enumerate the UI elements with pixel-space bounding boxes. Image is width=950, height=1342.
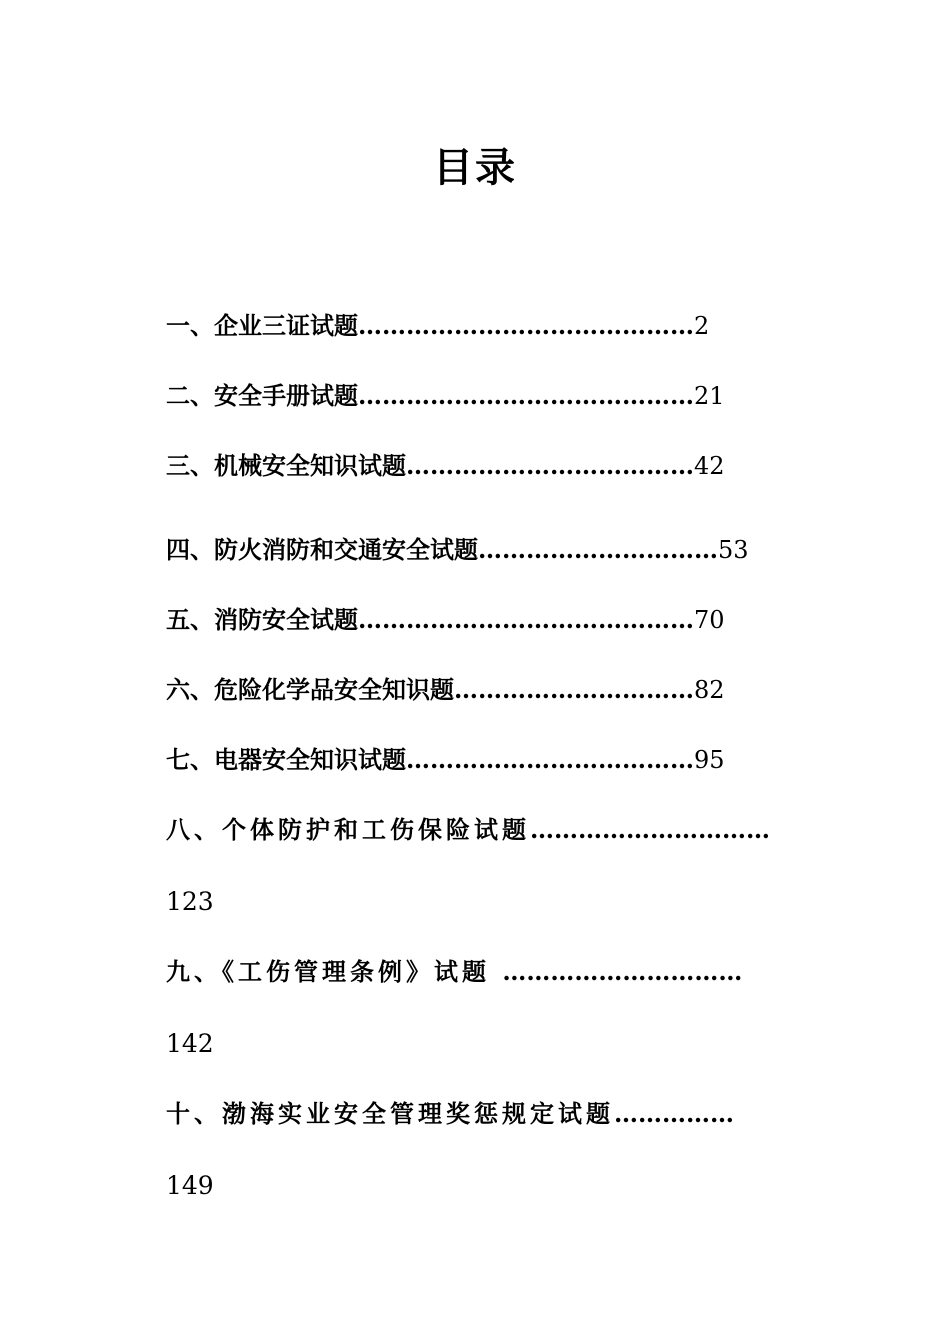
toc-entry-3[interactable] bbox=[166, 448, 725, 484]
toc-entry-label: 五、消防安全试题 bbox=[166, 605, 358, 634]
toc-entry-6[interactable] bbox=[166, 672, 725, 708]
toc-entry-label: 三、机械安全知识试题 bbox=[166, 451, 406, 480]
toc-leader-dots: …………………………………… bbox=[358, 605, 694, 634]
toc-entry-7[interactable] bbox=[166, 742, 725, 778]
toc-page-number: 2 bbox=[694, 312, 710, 340]
toc-entry-label: 二、安全手册试题 bbox=[166, 381, 358, 410]
toc-page-number: 53 bbox=[718, 536, 749, 564]
toc-leader-dots: …………… bbox=[614, 1099, 734, 1128]
toc-entry-label: 九、《工伤管理条例》试题 bbox=[166, 957, 503, 986]
toc-entry-5[interactable] bbox=[166, 602, 725, 638]
toc-entry-10[interactable] bbox=[166, 1096, 734, 1132]
toc-leader-dots: ………………………… bbox=[502, 957, 743, 986]
toc-entry-label: 十、渤海实业安全管理奖惩规定试题 bbox=[166, 1099, 614, 1128]
toc-page-number: 82 bbox=[694, 676, 725, 704]
toc-entry-9[interactable] bbox=[166, 954, 742, 990]
toc-leader-dots: ………………………… bbox=[454, 675, 694, 704]
toc-page-number: 42 bbox=[694, 452, 725, 480]
page-title: 目录 bbox=[433, 144, 517, 191]
toc-entry-label: 七、电器安全知识试题 bbox=[166, 745, 406, 774]
toc-page-number: 149 bbox=[166, 1171, 214, 1200]
toc-entry-label: 八、个体防护和工伤保险试题 bbox=[166, 815, 530, 844]
toc-leader-dots: ………………………… bbox=[478, 535, 718, 564]
toc-page-number: 21 bbox=[694, 382, 725, 410]
toc-leader-dots: ……………………………… bbox=[406, 451, 694, 480]
toc-leader-dots: …………………………………… bbox=[358, 381, 694, 410]
toc-page-number: 70 bbox=[694, 606, 725, 634]
toc-page-number: 123 bbox=[166, 887, 214, 916]
toc-entry-label: 六、危险化学品安全知识题 bbox=[166, 675, 454, 704]
toc-entry-4[interactable] bbox=[166, 532, 749, 568]
toc-page-number: 142 bbox=[166, 1029, 214, 1058]
toc-page-number: 95 bbox=[694, 746, 725, 774]
toc-entry-label: 一、企业三证试题 bbox=[166, 311, 358, 340]
toc-leader-dots: …………………………………… bbox=[358, 311, 694, 340]
toc-leader-dots: ………………………… bbox=[530, 815, 770, 844]
toc-entry-2[interactable] bbox=[166, 378, 725, 414]
toc-entry-1[interactable] bbox=[166, 308, 709, 344]
toc-entry-8[interactable] bbox=[166, 812, 770, 848]
toc-entry-label: 四、防火消防和交通安全试题 bbox=[166, 535, 478, 564]
toc-leader-dots: ……………………………… bbox=[406, 745, 694, 774]
